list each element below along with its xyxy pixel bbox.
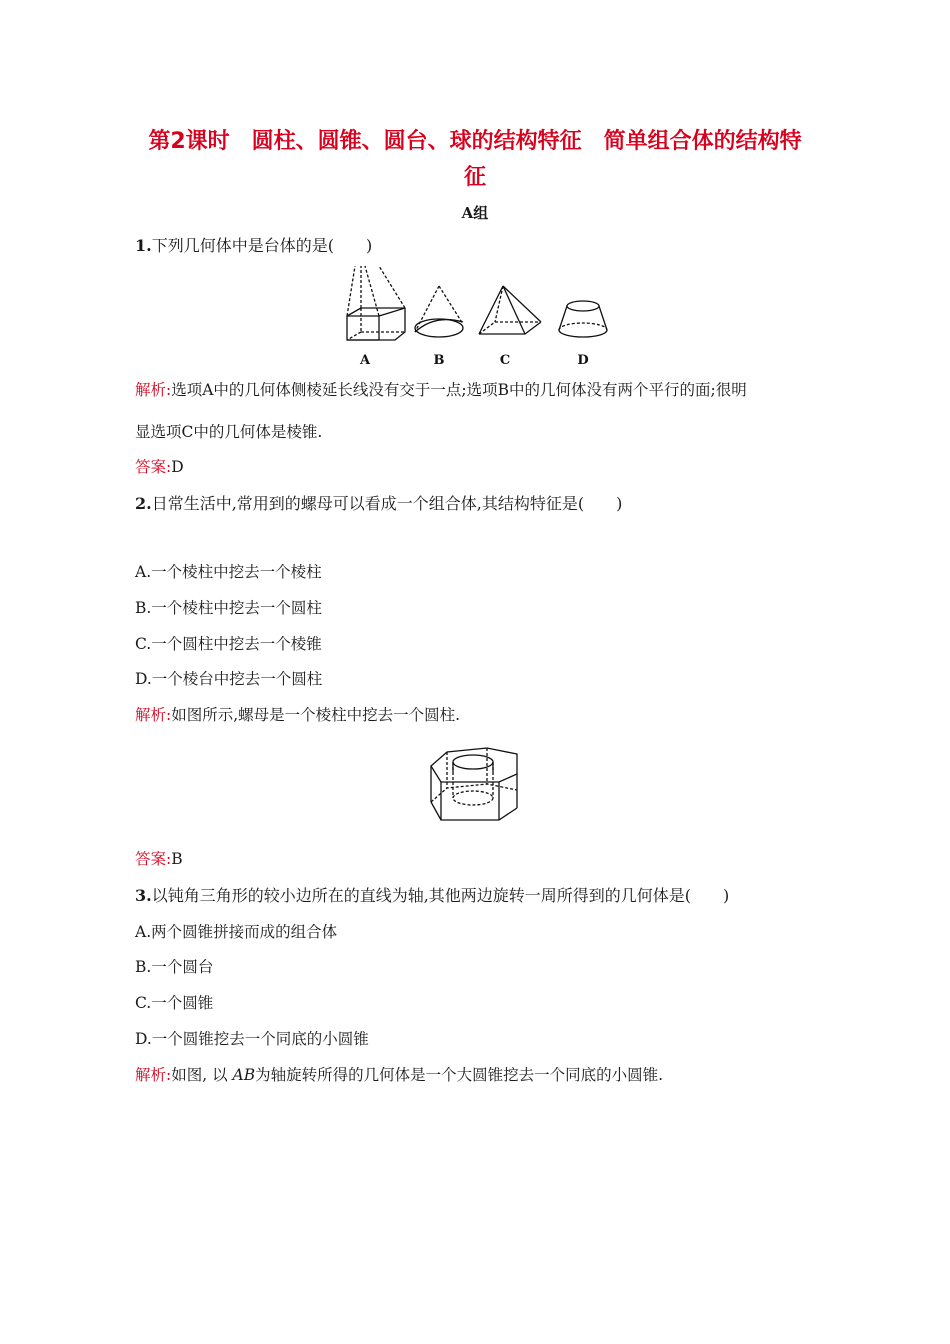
- answer-label: 答案:: [135, 850, 172, 868]
- analysis-label: 解析:: [135, 381, 172, 399]
- answer-label: 答案:: [135, 458, 172, 476]
- solid-a-shape: [347, 266, 405, 340]
- question-1-analysis: [135, 378, 747, 400]
- question-3-option-b: B.一个圆台: [135, 958, 214, 976]
- solid-d-shape: [559, 301, 607, 337]
- analysis-label: 解析:: [135, 706, 172, 724]
- question-3-option-d: D.一个圆锥挖去一个同底的小圆锥: [135, 1030, 369, 1048]
- question-3-analysis: [135, 1063, 663, 1085]
- question-2-analysis: [135, 703, 460, 725]
- question-2-number: 2.: [135, 494, 152, 513]
- analysis-text: 如图所示,螺母是一个棱柱中挖去一个圆柱.: [171, 706, 461, 724]
- analysis-label: 解析:: [135, 1066, 172, 1084]
- question-3-option-a: A.两个圆锥拼接而成的组合体: [135, 923, 338, 941]
- question-2-option-d: D.一个棱台中挖去一个圆柱: [135, 670, 323, 688]
- question-1-stem: 下列几何体中是台体的是( ): [151, 236, 373, 255]
- label-b: B: [433, 353, 445, 368]
- analysis-text-pre: 如图, 以: [171, 1066, 233, 1084]
- page-title-line1: 第2课时 圆柱、圆锥、圆台、球的结构特征 简单组合体的结构特: [148, 129, 802, 154]
- nut-figure: [425, 738, 525, 826]
- question-1-analysis-line2: 显选项C中的几何体是棱锥.: [135, 423, 323, 441]
- question-2: [135, 491, 622, 514]
- analysis-text-post: 为轴旋转所得的几何体是一个大圆锥挖去一个同底的小圆锥.: [255, 1066, 664, 1084]
- group-label: A组: [461, 204, 489, 222]
- question-2-answer: [135, 847, 183, 869]
- question-3-stem: 以钝角三角形的较小边所在的直线为轴,其他两边旋转一周所得到的几何体是( ): [151, 886, 730, 905]
- solid-c-shape: [479, 286, 541, 334]
- question-2-option-b: B.一个棱柱中挖去一个圆柱: [135, 599, 322, 617]
- label-d: D: [577, 353, 589, 368]
- question-1-answer: [135, 455, 184, 477]
- solid-b-shape: [415, 286, 463, 337]
- analysis-text: 选项A中的几何体侧棱延长线没有交于一点;选项B中的几何体没有两个平行的面;很明: [171, 381, 747, 399]
- analysis-variable: AB: [232, 1066, 256, 1084]
- question-2-stem: 日常生活中,常用到的螺母可以看成一个组合体,其结构特征是( ): [151, 494, 623, 513]
- answer-value: B: [171, 850, 183, 868]
- question-2-option-a: A.一个棱柱中挖去一个棱柱: [135, 563, 322, 581]
- question-3: [135, 883, 729, 906]
- label-c: C: [499, 353, 511, 368]
- question-3-option-c: C.一个圆锥: [135, 994, 214, 1012]
- question-1-number: 1.: [135, 236, 152, 255]
- answer-value: D: [171, 458, 184, 476]
- question-3-number: 3.: [135, 886, 152, 905]
- label-a: A: [359, 353, 371, 368]
- solids-figure: [335, 262, 615, 372]
- question-1-figure: [335, 262, 615, 372]
- question-1: [135, 233, 372, 256]
- question-2-option-c: C.一个圆柱中挖去一个棱锥: [135, 635, 322, 653]
- page-title-line2: 征: [463, 165, 486, 190]
